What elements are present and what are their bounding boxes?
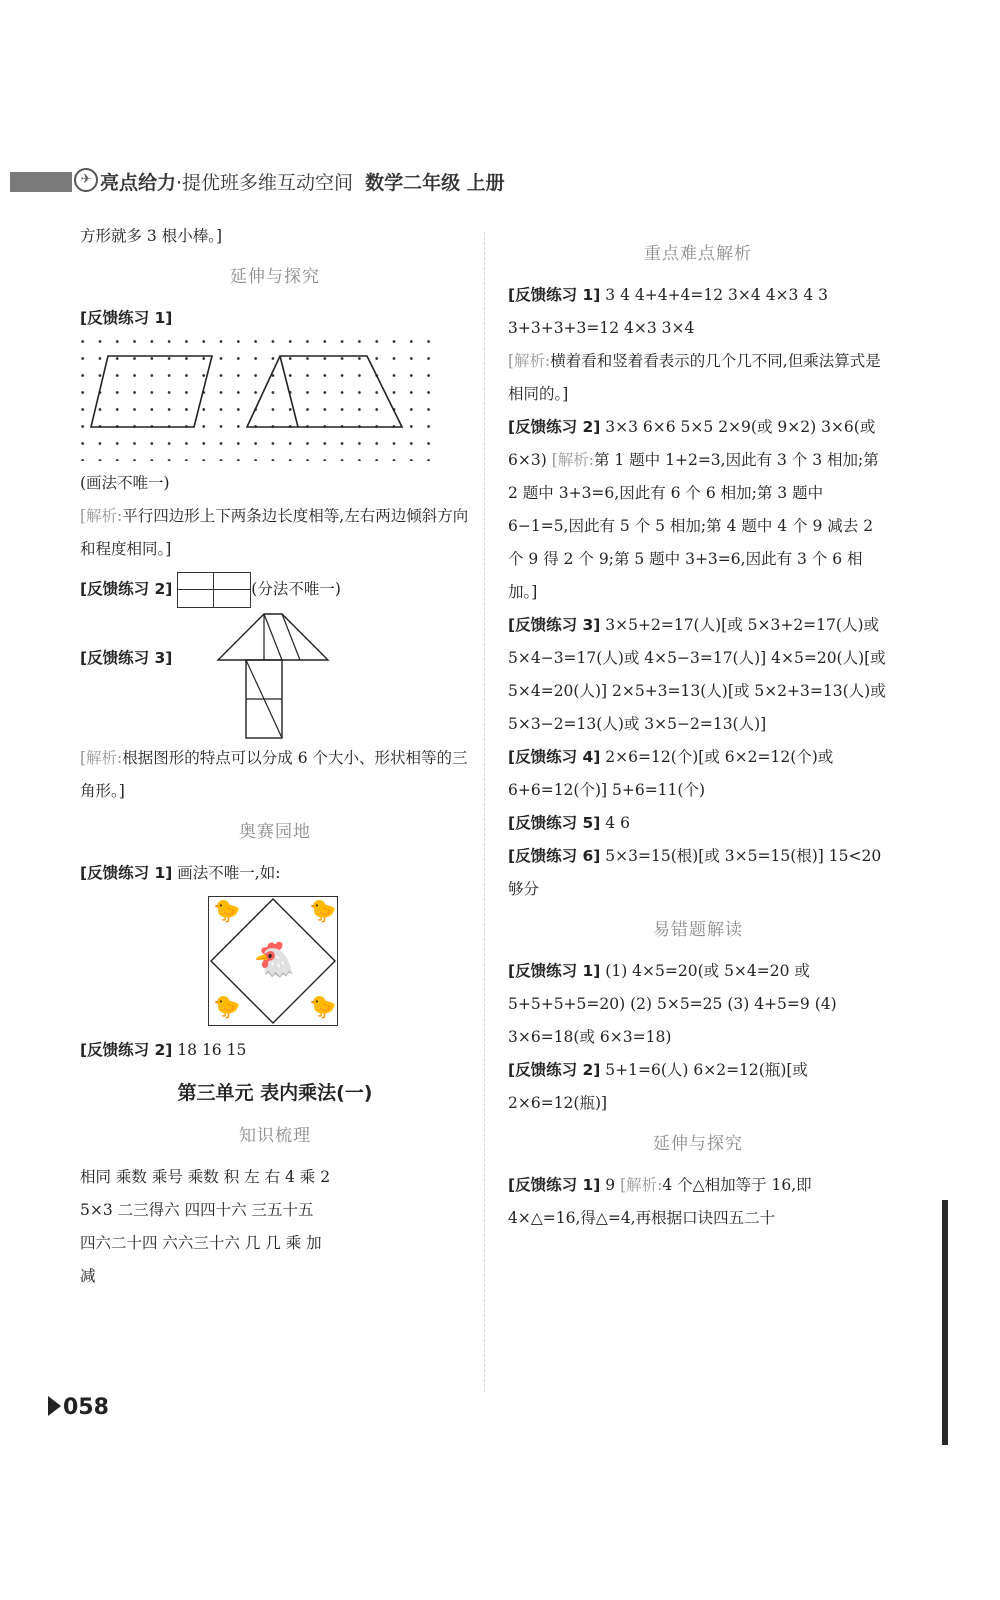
exercise-label: [反馈练习 1]: [508, 962, 601, 980]
exercise-label: [反馈练习 1]: [80, 309, 173, 327]
exercise-label: [反馈练习 4]: [508, 748, 601, 766]
exercise-text: 3 4 4+4+4=12 3×4 4×3 4 3 3+3+3+3=12 4×3 3×4: [508, 286, 828, 337]
knowledge-line: 相同 乘数 乘号 乘数 积 左 右 4 乘 2: [80, 1168, 331, 1186]
analysis-text: 4 个△相加等于 16,即 4×△=16,得△=4,再根据口诀四五二十: [508, 1176, 812, 1227]
column-divider: [484, 232, 485, 1392]
header-brand: 亮点给力: [100, 172, 177, 194]
figure-note: (画法不唯一): [80, 474, 170, 492]
trapezoid-shape: [247, 356, 402, 427]
page-number: [48, 1395, 109, 1420]
exercise-text: 4 6: [600, 814, 630, 832]
analysis-text: 第 1 题中 1+2=3,因此有 3 个 3 相加;第 2 题中 3+3=6,因此有 6 个 6 相加;第 3 题中 6−1=5,因此有 5 个 5 相加;第 4 题中 4 个 9 减去 2 个 9 得 2 个 9;第 5 题中 3+3=6,因此有 3 个 6 相加。]: [508, 451, 879, 601]
knowledge-line: 5×3 二三得六 四四十六 三五十五: [80, 1201, 314, 1219]
trapezoid-cut-line: [280, 356, 298, 427]
header-subtitle: ·提优班多维互动空间: [176, 172, 354, 194]
chick-hen-figure: [208, 896, 338, 1026]
continuation-line: 方形就多 3 根小棒。]: [80, 227, 223, 245]
right-column: [508, 238, 888, 1235]
analysis-paragraph: [80, 500, 470, 566]
exercise-text: 9: [600, 1176, 621, 1194]
section-title-olympiad: 奥赛园地: [239, 822, 311, 842]
analysis-paragraph: [80, 742, 470, 808]
left-column: [80, 220, 470, 1293]
exercise-label: [反馈练习 1]: [508, 1176, 601, 1194]
analysis-tag: [解析:: [508, 352, 551, 370]
parallelogram-shape: [91, 356, 212, 427]
page-header: [100, 168, 505, 195]
analysis-tag: [解析:: [80, 507, 123, 525]
exercise-text: (1) 4×5=20(或 5×4=20 或 5+5+5+5=20) (2) 5×5=25 (3) 4+5=9 (4) 3×6=18(或 6×3=18): [508, 962, 837, 1046]
exercise-text: 18 16 15: [177, 1041, 247, 1059]
triangle-marker-icon: [48, 1396, 61, 1416]
exercise-text: 2×6=12(个)[或 6×2=12(个)或 6+6=12(个)] 5+6=11(个): [508, 748, 834, 799]
chick-icon: 🐤: [309, 995, 337, 1020]
section-title-common-errors: 易错题解读: [653, 920, 743, 940]
parallelogram-trapezoid-drawing: [80, 339, 440, 461]
page-edge-shadow: [942, 1200, 948, 1445]
page-number-text: 058: [63, 1395, 109, 1420]
exercise-label: [反馈练习 2]: [80, 580, 173, 598]
exercise-label: [反馈练习 1]: [508, 286, 601, 304]
chick-icon: 🐤: [213, 995, 241, 1020]
chick-icon: 🐤: [309, 899, 337, 924]
exercise-label: [反馈练习 3]: [80, 649, 173, 667]
knowledge-line: 减: [80, 1267, 96, 1285]
knowledge-line: 四六二十四 六六三十六 几 几 乘 加: [80, 1234, 322, 1252]
analysis-tag: [解析:: [551, 451, 594, 469]
analysis-text: 根据图形的特点可以分成 6 个大小、形状相等的三角形。]: [80, 749, 468, 800]
exercise-label: [反馈练习 6]: [508, 847, 601, 865]
header-bar: [10, 172, 72, 192]
unit-title: 第三单元 表内乘法(一): [177, 1082, 373, 1104]
exercise-text: 5×3=15(根)[或 3×5=15(根)] 15<20 够分: [508, 847, 882, 898]
header-grade: 数学二年级 上册: [365, 172, 505, 194]
exercise-label: [反馈练习 1]: [80, 864, 173, 882]
exercise-text: 3×5+2=17(人)[或 5×3+2=17(人)或 5×4−3=17(人)或 4×5−3=17(人)] 4×5=20(人)[或 5×4=20(人)] 2×5+3=13(人)[或 5×2+3=13(人)或 5×3−2=13(人)或 3×5−2=13(人)]: [508, 616, 886, 733]
analysis-tag: [解析:: [80, 749, 123, 767]
exercise-label: [反馈练习 3]: [508, 616, 601, 634]
exercise-label: [反馈练习 5]: [508, 814, 601, 832]
dot-grid-figure: [80, 339, 440, 461]
exercise-label: [反馈练习 2]: [508, 418, 601, 436]
analysis-text: 平行四边形上下两条边长度相等,左右两边倾斜方向和程度相同。]: [80, 507, 469, 558]
figure-note: (分法不唯一): [251, 580, 341, 598]
section-title-extension: 延伸与探究: [653, 1134, 743, 1154]
section-title-key-points: 重点难点解析: [644, 244, 752, 264]
analysis-tag: [解析:: [620, 1176, 663, 1194]
exercise-label: [反馈练习 2]: [80, 1041, 173, 1059]
section-title-knowledge: 知识梳理: [239, 1126, 311, 1146]
hen-icon: 🐔: [253, 940, 296, 980]
exercise-label: [反馈练习 2]: [508, 1061, 601, 1079]
section-title-extension: 延伸与探究: [230, 267, 320, 287]
triangle-figure-row: [80, 612, 470, 742]
exercise-text: 5+1=6(人) 6×2=12(瓶)[或 2×6=12(瓶)]: [508, 1061, 808, 1112]
chick-icon: 🐤: [213, 899, 241, 924]
divided-rectangle-figure: [177, 572, 251, 608]
exercise-text: 3×3 6×6 5×5 2×9(或 9×2) 3×6(或 6×3): [508, 418, 876, 469]
rocket-logo-icon: ✈: [74, 168, 98, 192]
six-triangles-figure: [208, 612, 338, 742]
analysis-text: 横着看和竖着看表示的几个几不同,但乘法算式是相同的。]: [508, 352, 881, 403]
exercise-text: 画法不唯一,如:: [177, 864, 281, 882]
